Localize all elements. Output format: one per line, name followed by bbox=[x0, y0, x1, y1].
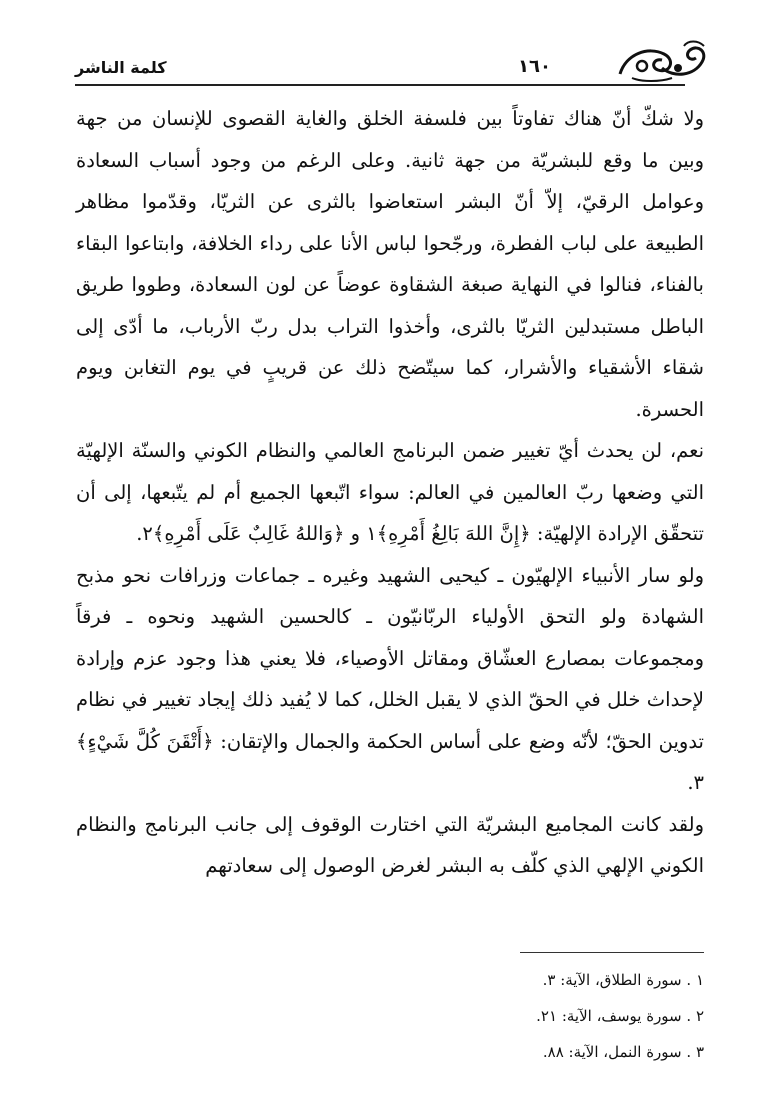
footnote: ٢ . سورة يوسف، الآية: ٢١. bbox=[536, 1007, 704, 1025]
paragraph: ولو سار الأنبياء الإلهيّون ـ كيحيى الشهيد وغيره ـ جماعات وزرافات نحو مذبح الشهادة ولو التحق الأولياء الربّانيّون ـ كالحسين الشهيد ونحوه ـ فرقاً ومجموعات بمصارع العشّاق ومقاتل الأوصياء، فلا يعني هذا وجود عزم وإرادة لإحداث خلل في الحقّ الذي لا يقبل الخلل، كما لا يُفيد ذلك إيجاد تغيير في نظام تدوين الحقّ؛ لأنّه وضع على أساس الحكمة والجمال والإتقان: ﴿أَتْقَنَ كُلَّ شَيْءٍ﴾٣. bbox=[76, 563, 704, 794]
corner-ornament-icon bbox=[612, 38, 712, 84]
paragraph: ولا شكّ أنّ هناك تفاوتاً بين فلسفة الخلق والغاية القصوى للإنسان من جهة وبين ما وقع للبشريّة من جهة ثانية. وعلى الرغم من وجود أسباب السعادة وعوامل الرقيّ، إلاّ أنّ البشر استعاضوا بالثرى عن الثريّا، وقدّموا مظاهر الطبيعة على لباب الفطرة، ورجّحوا لباس الأنا على رداء الخلافة، وابتاعوا البقاء بالفناء، فنالوا في النهاية صبغة الشقاوة عوضاً عن لون السعادة، وطووا طريق الباطل مستبدلين الثريّا بالثرى، وأخذوا التراب بدل ربّ الأرباب، ما أدّى إلى شقاء الأشقياء والأشرار، كما سيتّضح ذلك عن قريبٍ في يوم التغابن ويوم الحسرة. bbox=[76, 107, 704, 421]
header-divider bbox=[75, 84, 685, 86]
footnotes bbox=[300, 962, 704, 1070]
footnote: ١ . سورة الطلاق، الآية: ٣. bbox=[542, 971, 704, 989]
main-text bbox=[76, 98, 704, 887]
running-header-title: كلمة الناشر bbox=[75, 58, 167, 77]
paragraph: ولقد كانت المجاميع البشريّة التي اختارت الوقوف إلى جانب البرنامج والنظام الكوني الإلهي الذي كلّف به البشر لغرض الوصول إلى سعادتهم bbox=[76, 812, 704, 877]
paragraph: نعم، لن يحدث أيّ تغيير ضمن البرنامج العالمي والنظام الكوني والسنّة الإلهيّة التي وضعها ربّ العالمين في العالم: سواء اتّبعها الجميع أم لم يتّبعها، إلى أن تتحقّق الإرادة الإلهيّة: ﴿إِنَّ اللهَ بَالِغُ أَمْرِهِ﴾١ و ﴿وَاللهُ غَالِبٌ عَلَى أَمْرِهِ﴾٢. bbox=[76, 439, 704, 545]
footnote-divider bbox=[520, 952, 704, 953]
page-number: ١٦٠ bbox=[518, 56, 551, 77]
footnote: ٣ . سورة النمل، الآية: ٨٨. bbox=[542, 1043, 704, 1061]
